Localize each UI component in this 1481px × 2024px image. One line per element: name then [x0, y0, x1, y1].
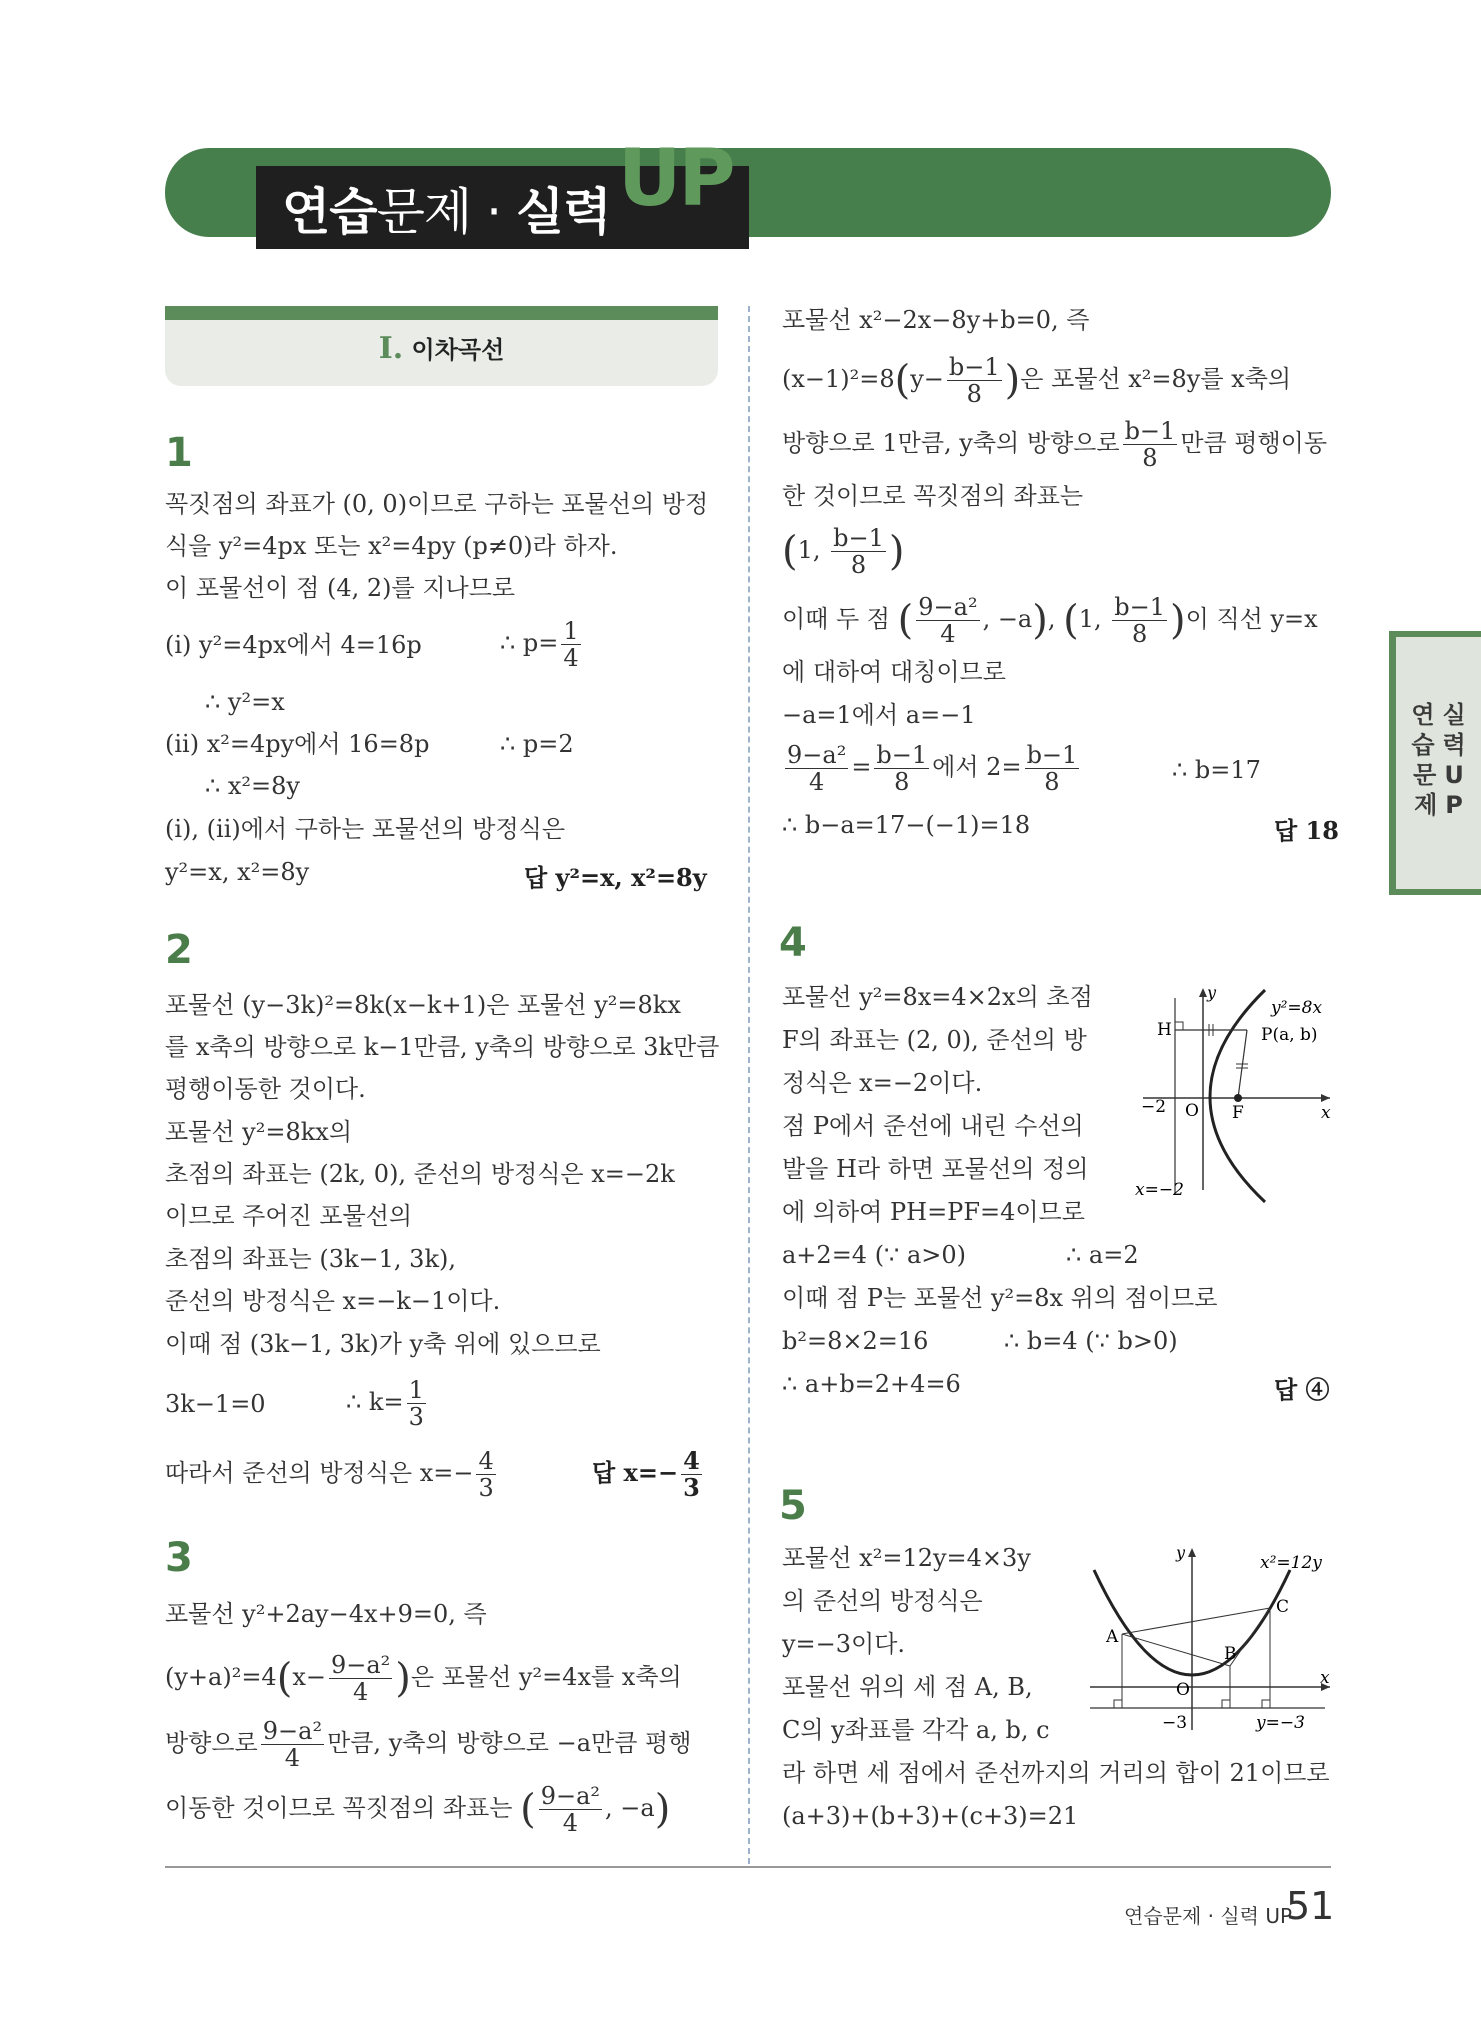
text-line: 한 것이므로 꼭짓점의 좌표는	[782, 482, 1084, 510]
text-line: b²=8×2=16	[782, 1327, 929, 1355]
fig-label: O	[1185, 1101, 1199, 1121]
answer: 답 18	[1274, 816, 1339, 845]
fraction: $\frac{1}{3}$	[408, 1376, 424, 1431]
fig-label: O	[1176, 1680, 1190, 1700]
text-line: 의 준선의 방정식은	[782, 1587, 983, 1615]
text-line: ∴ x²=8y	[205, 772, 300, 800]
fraction: $\frac{\text{9−a²}}{4}$	[262, 1717, 323, 1772]
fig-label: A	[1106, 1627, 1119, 1647]
text-line: 포물선 x²=12y=4×3y	[782, 1544, 1031, 1572]
fig-label: x²=12y	[1260, 1553, 1322, 1573]
text-line: ∴ b−a=17−(−1)=18	[782, 811, 1031, 839]
x-axis-arrow	[1321, 1094, 1330, 1102]
column-divider	[748, 306, 750, 1864]
page-title: 연습문제 · 실력	[282, 183, 611, 241]
text-line: 포물선 (y−3k)²=8k(x−k+1)은 포물선 y²=8kx	[165, 991, 681, 1019]
text-line: F의 좌표는 (2, 0), 준선의 방	[782, 1026, 1087, 1054]
problem-number: 1	[165, 430, 193, 476]
fraction: $\frac{4}{3}$	[683, 1446, 700, 1502]
fraction: $\frac{b-1}{8}$	[1114, 593, 1166, 648]
text-line: 포물선 x²−2x−8y+b=0, 즉	[782, 306, 1090, 334]
fig-label: x	[1320, 1668, 1330, 1688]
problem-number: 3	[165, 1535, 193, 1581]
text-line: 이때 점 P는 포물선 y²=8x 위의 점이므로	[782, 1284, 1218, 1312]
parabola-figure-4	[1135, 980, 1335, 1205]
text-line: ∴ y²=x	[205, 688, 285, 716]
text-line: 이때 점 (3k−1, 3k)가 y축 위에 있으므로	[165, 1330, 601, 1358]
fraction: $\frac{b-1}{8}$	[1026, 741, 1078, 796]
math-line: 이동한 것이므로 꼭짓점의 좌표는 ( $\frac{\text{9−a²}}{4}$ , −a)	[165, 1782, 671, 1837]
fig-label: P(a, b)	[1261, 1025, 1318, 1045]
answer: 답 ④	[1274, 1375, 1330, 1404]
text-line: ∴ b=17	[1172, 756, 1261, 784]
fraction: $\frac{\text{9−a²}}{4}$	[918, 593, 978, 648]
fig-label: x	[1321, 1103, 1331, 1123]
math-line: ∴ k= $\frac{1}{3}$	[346, 1376, 424, 1431]
fraction: $\frac{\text{9−a²}}{4}$	[540, 1782, 601, 1837]
text-line: 를 x축의 방향으로 k−1만큼, y축의 방향으로 3k만큼	[165, 1033, 720, 1061]
math-line: (y+a)²=4(x− $\frac{\text{9−a²}}{4}$ )은 포물선 y²=4x를 x축의	[165, 1651, 682, 1706]
text-line: 점 P에서 준선에 내린 수선의	[782, 1112, 1084, 1140]
text-line: ∴ a=2	[1066, 1241, 1139, 1269]
footer-rule	[165, 1866, 1331, 1868]
text-line: 이 포물선이 점 (4, 2)를 지나므로	[165, 574, 516, 602]
segment-AC	[1122, 1608, 1270, 1634]
text-line: (i), (ii)에서 구하는 포물선의 방정식은	[165, 815, 566, 843]
math-line: 방향으로 1만큼, y축의 방향으로 $\frac{b-1}{8}$ 만큼 평행이동	[782, 417, 1328, 472]
y-axis-arrow	[1199, 988, 1207, 997]
focus-point	[1234, 1094, 1242, 1102]
text-line: 라 하면 세 점에서 준선까지의 거리의 합이 21이므로	[782, 1759, 1330, 1787]
fraction: $\frac{\text{9−a²}}{4}$	[330, 1651, 391, 1706]
math-line: (1, $\frac{b-1}{8}$ )	[782, 524, 905, 579]
text-line: 3k−1=0	[165, 1390, 266, 1418]
fig-label: −3	[1162, 1713, 1188, 1733]
fraction: $\frac{4}{3}$	[478, 1447, 494, 1502]
text-line: a+2=4 (∵ a>0)	[782, 1241, 967, 1269]
fraction: $\frac{1}{4}$	[563, 617, 579, 672]
text-line: y²=x, x²=8y	[165, 858, 310, 886]
fraction: $\frac{b-1}{8}$	[876, 741, 928, 796]
page-number: 51	[1286, 1884, 1335, 1928]
fig-label: y²=8x	[1271, 998, 1323, 1018]
fraction: $\frac{b-1}{8}$	[1124, 417, 1176, 472]
problem-number: 4	[779, 920, 807, 966]
text-line: y=−3이다.	[782, 1630, 906, 1658]
text-line: 이므로 주어진 포물선의	[165, 1202, 413, 1230]
footer-title: 연습문제 · 실력 UP	[1124, 1904, 1293, 1928]
text-line: (a+3)+(b+3)+(c+3)=21	[782, 1802, 1079, 1830]
text-line: 포물선 y²=8kx의	[165, 1118, 353, 1146]
text-line: ∴ b=4 (∵ b>0)	[1004, 1327, 1178, 1355]
fig-label: x=−2	[1135, 1180, 1184, 1200]
fig-label: H	[1157, 1020, 1172, 1040]
text-line: ∴ p=2	[500, 730, 574, 758]
math-line: ∴ p= $\frac{1}{4}$	[500, 617, 579, 672]
problem-number: 2	[165, 927, 193, 973]
section-heading: Ⅰ. 이차곡선	[378, 331, 505, 366]
parabola-figure-5	[1080, 1540, 1335, 1745]
fraction: $\frac{b-1}{8}$	[833, 524, 884, 579]
text-line: ∴ a+b=2+4=6	[782, 1370, 961, 1398]
text-line: (i) y²=4px에서 4=16p	[165, 631, 422, 659]
header-up-mark: UP	[618, 134, 733, 224]
text-line: 발을 H라 하면 포물선의 정의	[782, 1155, 1089, 1183]
math-line: 방향으로 $\frac{\text{9−a²}}{4}$ 만큼, y축의 방향으로 −a만큼 평행	[165, 1717, 692, 1772]
fig-label: B	[1224, 1644, 1237, 1664]
fig-label: −2	[1141, 1097, 1167, 1117]
fraction: $\frac{b-1}{8}$	[948, 353, 1000, 408]
text-line: 초점의 좌표는 (3k−1, 3k),	[165, 1245, 456, 1273]
text-line: 준선의 방정식은 x=−k−1이다.	[165, 1287, 501, 1315]
fig-label: y=−3	[1256, 1713, 1305, 1733]
math-line: $\frac{\text{9−a²}}{4}$ = $\frac{b-1}{8}$ 에서 2= $\frac{b-1}{8}$	[787, 741, 1078, 796]
fig-label: y	[1207, 983, 1217, 1002]
text-line: −a=1에서 a=−1	[782, 701, 976, 729]
math-line: 따라서 준선의 방정식은 x=− $\frac{4}{3}$	[165, 1447, 494, 1502]
text-line: 꼭짓점의 좌표가 (0, 0)이므로 구하는 포물선의 방정	[165, 490, 709, 518]
y-axis-arrow	[1188, 1548, 1196, 1557]
problem-number: 5	[779, 1483, 807, 1529]
side-tab-label: 연 실 습 력 문 U 제 P	[1411, 701, 1466, 819]
text-line: 평행이동한 것이다.	[165, 1075, 366, 1103]
text-line: C의 y좌표를 각각 a, b, c	[782, 1716, 1050, 1744]
math-line: (x−1)²=8(y− $\frac{b-1}{8}$ )은 포물선 x²=8y를 x축의	[782, 353, 1292, 408]
answer: 답 y²=x, x²=8y	[524, 863, 707, 892]
fig-label: F	[1232, 1103, 1244, 1123]
text-line: 에 대하여 대칭이므로	[782, 658, 1006, 686]
text-line: 식을 y²=4px 또는 x²=4py (p≠0)라 하자.	[165, 532, 618, 560]
text-line: 포물선 y²+2ay−4x+9=0, 즉	[165, 1600, 487, 1628]
math-line: 이때 두 점 ( $\frac{\text{9−a²}}{4}$ , −a), (1, $\frac{b-1}{8}$ )이 직선 y=x	[782, 593, 1318, 648]
fig-label: C	[1276, 1597, 1290, 1617]
right-angle-mark	[1175, 1022, 1183, 1030]
text-line: 포물선 y²=8x=4×2x의 초점	[782, 983, 1093, 1011]
segment-AB	[1122, 1634, 1230, 1666]
answer: 답 x=− $\frac{4}{3}$	[592, 1446, 700, 1502]
text-line: 포물선 위의 세 점 A, B,	[782, 1673, 1033, 1701]
fraction: $\frac{\text{9−a²}}{4}$	[787, 741, 847, 796]
text-line: 초점의 좌표는 (2k, 0), 준선의 방정식은 x=−2k	[165, 1160, 675, 1188]
text-line: (ii) x²=4py에서 16=8p	[165, 730, 430, 758]
fig-label: y	[1176, 1543, 1186, 1562]
text-line: 에 의하여 PH=PF=4이므로	[782, 1198, 1085, 1226]
text-line: 정식은 x=−2이다.	[782, 1069, 983, 1097]
